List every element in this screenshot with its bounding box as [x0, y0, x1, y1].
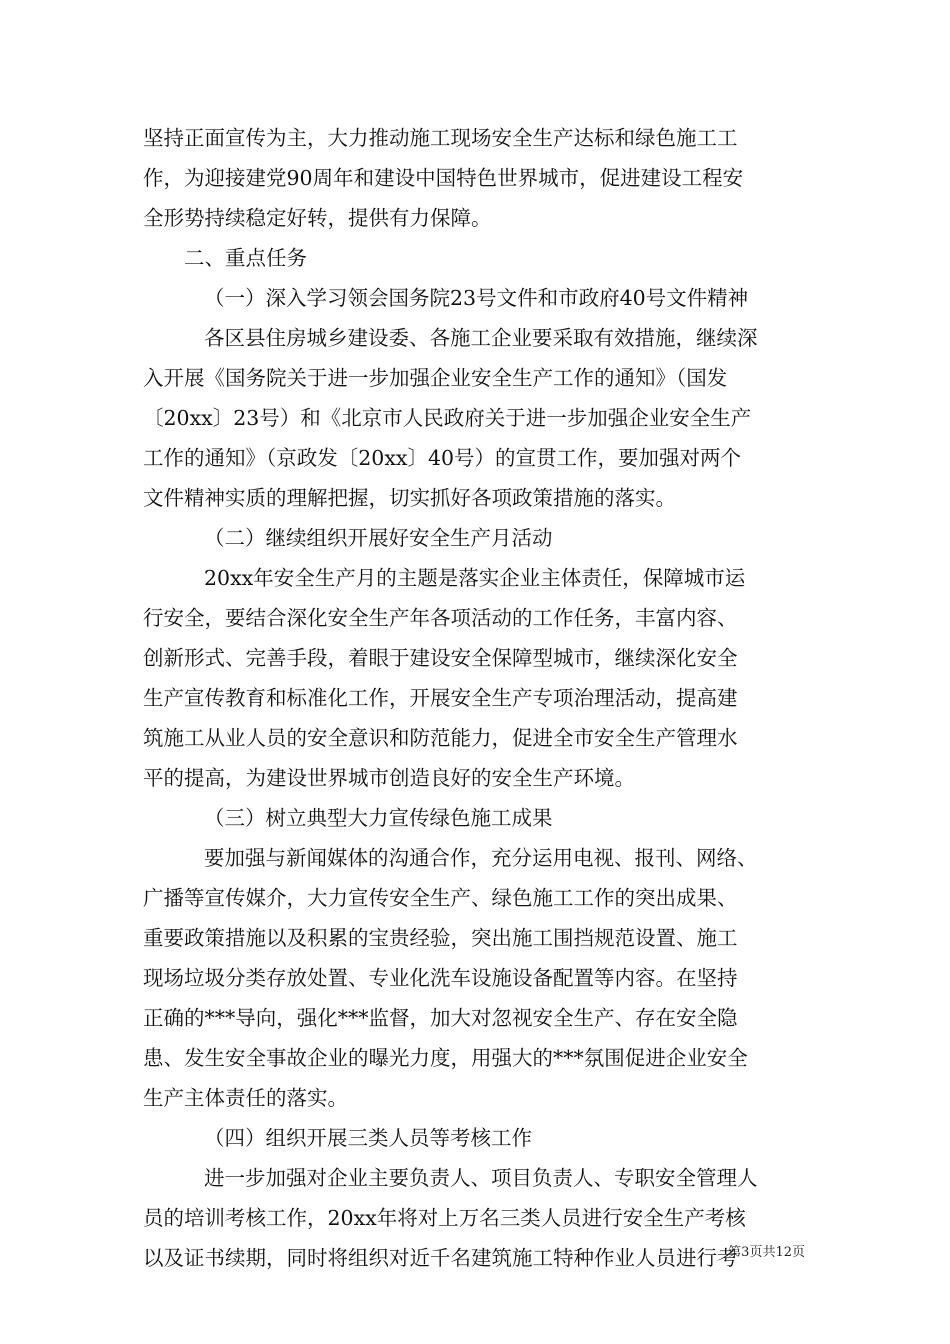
text-line: 要加强与新闻媒体的沟通合作，充分运用电视、报刊、网络、 [204, 846, 758, 870]
text-line: 以及证书续期，同时将组织对近千名建筑施工特种作业人员进行考 [143, 1246, 738, 1270]
text-line: 筑施工从业人员的安全意识和防范能力，促进全市安全生产管理水 [143, 726, 738, 750]
subsection-heading: （二）继续组织开展好安全生产月活动 [204, 526, 553, 550]
section-heading: 二、重点任务 [184, 246, 307, 270]
text-line: 行安全，要结合深化安全生产年各项活动的工作任务，丰富内容、 [143, 606, 738, 630]
text-line: 各区县住房城乡建设委、各施工企业要采取有效措施，继续深 [204, 326, 758, 350]
subsection-heading: （三）树立典型大力宣传绿色施工成果 [204, 806, 553, 830]
text-line: 患、发生安全事故企业的曝光力度，用强大的***氛围促进企业安全 [143, 1046, 748, 1070]
text-line: 20xx年安全生产月的主题是落实企业主体责任，保障城市运 [204, 566, 746, 590]
text-line: 生产宣传教育和标准化工作，开展安全生产专项治理活动，提高建 [143, 686, 738, 710]
text-line: 生产主体责任的落实。 [143, 1086, 348, 1110]
document-body [143, 118, 808, 1278]
text-line: 文件精神实质的理解把握，切实抓好各项政策措施的落实。 [143, 486, 676, 510]
text-line: 〔20xx〕23号）和《北京市人民政府关于进一步加强企业安全生产 [143, 406, 752, 430]
text-line: 广播等宣传媒介，大力宣传安全生产、绿色施工工作的突出成果、 [143, 886, 738, 910]
text-line: 正确的***导向，强化***监督，加大对忽视安全生产、存在安全隐 [143, 1006, 738, 1030]
text-line: 员的培训考核工作，20xx年将对上万名三类人员进行安全生产考核 [143, 1206, 746, 1230]
text-line: 平的提高，为建设世界城市创造良好的安全生产环境。 [143, 766, 635, 790]
text-line: 全形势持续稳定好转，提供有力保障。 [143, 206, 492, 230]
text-line: 工作的通知》（京政发〔20xx〕40号）的宣贯工作，要加强对两个 [143, 446, 742, 470]
text-line: 创新形式、完善手段，着眼于建设安全保障型城市，继续深化安全 [143, 646, 738, 670]
page-number: 第3页共12页 [728, 1245, 805, 1260]
text-line: 重要政策措施以及积累的宝贵经验，突出施工围挡规范设置、施工 [143, 926, 738, 950]
text-line: 作，为迎接建党90周年和建设中国特色世界城市，促进建设工程安 [143, 166, 744, 190]
text-line: 现场垃圾分类存放处置、专业化洗车设施设备配置等内容。在坚持 [143, 966, 738, 990]
text-line: 入开展《国务院关于进一步加强企业安全生产工作的通知》（国发 [143, 366, 728, 390]
text-line: 进一步加强对企业主要负责人、项目负责人、专职安全管理人 [204, 1166, 758, 1190]
text-line: 坚持正面宣传为主，大力推动施工现场安全生产达标和绿色施工工 [143, 126, 738, 150]
subsection-heading: （四）组织开展三类人员等考核工作 [204, 1126, 532, 1150]
subsection-heading: （一）深入学习领会国务院23号文件和市政府40号文件精神 [204, 286, 749, 310]
